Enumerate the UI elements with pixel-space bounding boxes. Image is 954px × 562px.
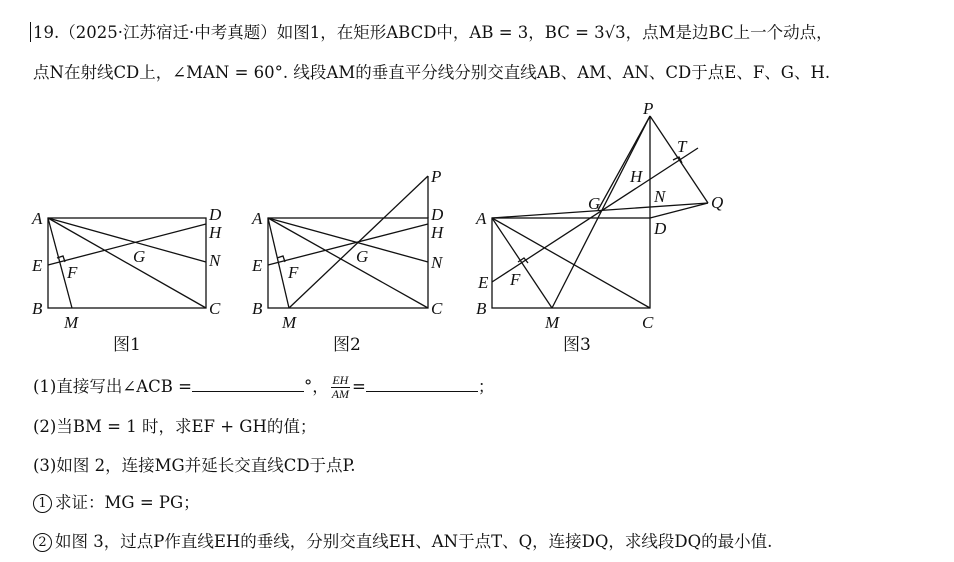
fig2-label-G: G bbox=[356, 247, 369, 266]
fig3-label-P: P bbox=[643, 99, 654, 118]
fig3-label-T: T bbox=[677, 137, 687, 156]
fig2-caption: 图2 bbox=[333, 335, 361, 355]
q1-fraction bbox=[331, 374, 350, 401]
figure-1 bbox=[31, 205, 223, 355]
fig3-label-M: M bbox=[545, 313, 560, 332]
fig3-label-Q: Q bbox=[711, 193, 724, 212]
fig3-label-E: E bbox=[478, 273, 489, 292]
fig2-line-EH bbox=[268, 224, 428, 265]
q1-frac-den: AM bbox=[331, 387, 350, 401]
q1-blank-2 bbox=[366, 377, 478, 392]
question-3: (3)如图 2，连接MG并延长交直线CD于点P. bbox=[33, 456, 356, 475]
fig1-label-D: D bbox=[209, 205, 222, 224]
question-1 bbox=[33, 374, 494, 401]
fig1-label-C: C bbox=[209, 299, 221, 318]
fig2-label-H: H bbox=[431, 223, 444, 242]
q1-eq: = bbox=[352, 377, 366, 396]
fig2-label-E: E bbox=[252, 256, 263, 275]
fig1-segment-AN bbox=[48, 218, 206, 262]
fig1-label-F: F bbox=[67, 263, 78, 282]
fig3-label-B: B bbox=[476, 299, 487, 318]
q1-prefix: (1)直接写出∠ACB = bbox=[33, 377, 192, 396]
fig3-line-MP bbox=[552, 116, 650, 308]
q1-blank-1 bbox=[192, 377, 304, 392]
fig2-segment-AM bbox=[268, 218, 289, 308]
fig3-label-N: N bbox=[654, 187, 666, 206]
fig2-segment-AN bbox=[268, 218, 428, 262]
fig2-label-D: D bbox=[431, 205, 444, 224]
fig1-label-B: B bbox=[32, 299, 43, 318]
fig1-caption: 图1 bbox=[113, 335, 141, 355]
question-2: (2)当BM = 1 时，求EF + GH的值； bbox=[33, 417, 317, 436]
q3-2-text: 如图 3，过点P作直线EH的垂线，分别交直线EH、AN于点T、Q，连接DQ，求线段DQ的最小值. bbox=[55, 532, 773, 551]
q3-1-circled-number: 1 bbox=[33, 494, 52, 513]
question-3-1 bbox=[33, 492, 200, 514]
q3-2-circled-number: 2 bbox=[33, 533, 52, 552]
fig1-line-EH bbox=[48, 224, 206, 265]
fig2-label-P: P bbox=[431, 167, 442, 186]
fig3-label-G: G bbox=[588, 194, 601, 213]
q3-1-text: 求证：MG = PG； bbox=[55, 493, 200, 512]
figure-2 bbox=[251, 167, 445, 355]
fig3-label-D: D bbox=[654, 219, 667, 238]
fig3-line-ET bbox=[492, 148, 698, 282]
q1-end: ； bbox=[477, 377, 495, 396]
fig3-label-A: A bbox=[476, 209, 487, 228]
fig3-label-F: F bbox=[510, 270, 521, 289]
fig1-label-A: A bbox=[32, 209, 43, 228]
problem-line-1: 19.（2025·江苏宿迁·中考真题）如图1，在矩形ABCD中，AB = 3，BC = 3√3，点M是边BC上一个动点， bbox=[33, 23, 833, 42]
fig3-diagonal-AC bbox=[492, 218, 650, 308]
fig1-label-M: M bbox=[64, 313, 79, 332]
q1-frac-num: EH bbox=[332, 373, 349, 387]
problem-line-2: 点N在射线CD上，∠MAN = 60°. 线段AM的垂直平分线分别交直线AB、AM、AN、CD于点E、F、G、H. bbox=[33, 63, 831, 82]
figure-3 bbox=[475, 99, 723, 355]
fig2-label-N: N bbox=[431, 253, 443, 272]
q1-degree: °， bbox=[303, 377, 329, 396]
fig1-label-H: H bbox=[209, 223, 222, 242]
fig3-label-H: H bbox=[630, 167, 643, 186]
fig1-label-N: N bbox=[209, 251, 221, 270]
fig2-label-B: B bbox=[252, 299, 263, 318]
fig1-label-E: E bbox=[32, 256, 43, 275]
fig1-label-G: G bbox=[133, 247, 146, 266]
fig3-caption: 图3 bbox=[563, 335, 591, 355]
fig2-label-C: C bbox=[431, 299, 443, 318]
question-3-2 bbox=[33, 531, 772, 553]
fig2-label-F: F bbox=[288, 263, 299, 282]
fig3-label-C: C bbox=[642, 313, 654, 332]
fig2-label-M: M bbox=[282, 313, 297, 332]
fig2-label-A: A bbox=[252, 209, 263, 228]
